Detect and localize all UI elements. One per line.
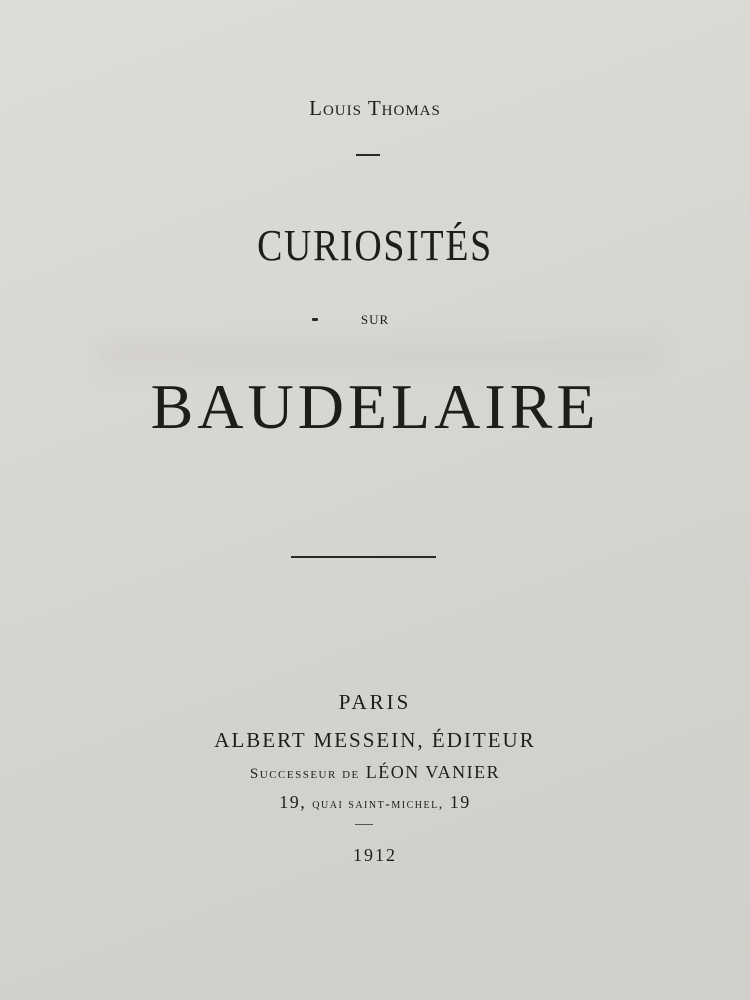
address-number-right: 19 bbox=[449, 792, 471, 812]
imprint-address bbox=[0, 792, 750, 813]
successor-name: LÉON VANIER bbox=[365, 762, 501, 782]
imprint-publisher: ALBERT MESSEIN, ÉDITEUR bbox=[214, 728, 536, 752]
address-street: quai saint-michel, bbox=[312, 797, 444, 812]
title-line-1: CURIOSITÉS bbox=[257, 221, 493, 270]
title-connector: sur bbox=[360, 308, 390, 328]
imprint-divider bbox=[355, 824, 373, 825]
title-line-2: BAUDELAIRE bbox=[150, 371, 600, 442]
imprint-successor bbox=[0, 762, 750, 783]
author-name: Louis Thomas bbox=[309, 96, 441, 120]
imprint-city: PARIS bbox=[338, 690, 412, 714]
author-divider bbox=[356, 154, 380, 156]
paper-smudge bbox=[100, 340, 660, 370]
title-divider bbox=[291, 556, 436, 558]
successor-prefix: Successeur de bbox=[249, 766, 360, 782]
address-number-left: 19, bbox=[279, 792, 307, 812]
publication-year: 1912 bbox=[353, 845, 397, 865]
